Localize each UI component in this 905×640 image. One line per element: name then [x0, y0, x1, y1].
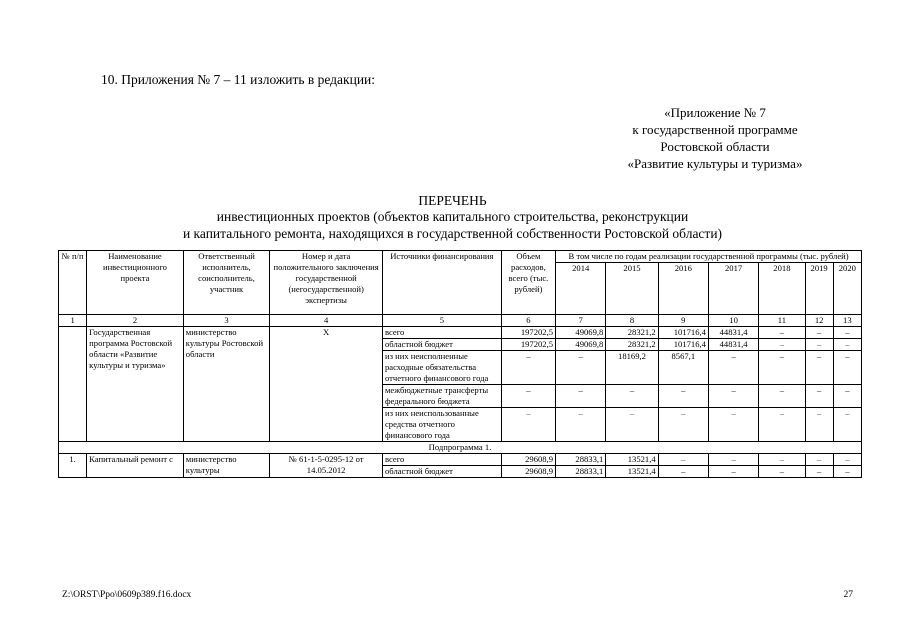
cell-value: –	[658, 466, 708, 478]
doc-title: ПЕРЕЧЕНЬ	[418, 193, 487, 208]
table-row	[59, 327, 862, 339]
cell-value: –	[833, 408, 861, 442]
subprogram-row	[59, 442, 862, 454]
cell-value: 29608,9	[501, 466, 555, 478]
cell-src: всего	[382, 327, 501, 339]
cell-value: –	[501, 408, 555, 442]
cell-value: 197202,5	[501, 327, 555, 339]
cell-value: –	[708, 454, 758, 466]
header-year: 2014	[556, 263, 606, 315]
cell-src: всего	[382, 454, 501, 466]
cell-value: 28833,1	[556, 454, 606, 466]
cell-doc: № 61-1-5-0295-12 от 14.05.2012	[270, 454, 383, 478]
cell-value: 13521,4	[606, 466, 658, 478]
cell-value: –	[833, 466, 861, 478]
appendix-line: Ростовской области	[660, 139, 770, 154]
cell-name: Капитальный ремонт с	[87, 454, 184, 478]
cell-value: 28833,1	[556, 466, 606, 478]
cell-value: –	[708, 351, 758, 385]
column-number: 2	[87, 315, 184, 327]
cell-value: –	[833, 454, 861, 466]
column-number: 4	[270, 315, 383, 327]
cell-name: Государственная программа Ростовской области «Развитие культуры и туризма»	[87, 327, 184, 442]
cell-value: –	[833, 339, 861, 351]
column-number: 3	[183, 315, 270, 327]
cell-value: –	[805, 339, 833, 351]
cell-value: 18169,2	[606, 351, 658, 385]
cell-value: –	[833, 351, 861, 385]
cell-value: 29608,9	[501, 454, 555, 466]
investment-projects-table	[58, 250, 862, 478]
cell-value: –	[606, 408, 658, 442]
cell-value: –	[805, 466, 833, 478]
cell-value: –	[658, 408, 708, 442]
header-year: 2020	[833, 263, 861, 315]
cell-value: –	[805, 327, 833, 339]
cell-value: 8567,1	[658, 351, 708, 385]
column-number: 8	[606, 315, 658, 327]
column-number: 12	[805, 315, 833, 327]
cell-value: –	[658, 454, 708, 466]
cell-value: 44831,4	[708, 327, 758, 339]
cell-value: –	[658, 385, 708, 408]
footer-file-path: Z:\ORST\Ppo\0609p389.f16.docx	[62, 590, 192, 600]
cell-value: 101716,4	[658, 339, 708, 351]
header-row	[59, 251, 862, 263]
header-num: № п/п	[59, 251, 87, 315]
cell-value: –	[708, 466, 758, 478]
cell-value: –	[805, 385, 833, 408]
header-resp: Ответственный исполнитель, соисполнитель, участник	[183, 251, 270, 315]
cell-resp: министерство культуры Ростовской области	[183, 327, 270, 442]
cell-value: –	[556, 408, 606, 442]
footer-page-number: 27	[843, 590, 853, 600]
cell-value: 49069,8	[556, 339, 606, 351]
cell-value: –	[759, 351, 805, 385]
cell-num	[59, 327, 87, 442]
cell-value: –	[759, 339, 805, 351]
cell-value: 28321,2	[606, 327, 658, 339]
header-year: 2019	[805, 263, 833, 315]
column-number: 7	[556, 315, 606, 327]
cell-src: из них неиспользованные средства отчетного финансового года	[382, 408, 501, 442]
cell-value: –	[759, 466, 805, 478]
cell-value: –	[556, 385, 606, 408]
header-src: Источники финансирования	[382, 251, 501, 315]
intro-text: 10. Приложения № 7 – 11 изложить в редакции:	[101, 72, 376, 87]
cell-value: –	[759, 327, 805, 339]
column-number: 10	[708, 315, 758, 327]
cell-resp: министерство культуры	[183, 454, 270, 478]
cell-value: 197202,5	[501, 339, 555, 351]
doc-subtitle: инвестиционных проектов (объектов капитального строительства, реконструкции	[216, 209, 689, 224]
cell-num: 1.	[59, 454, 87, 478]
cell-value: 28321,2	[606, 339, 658, 351]
cell-value: –	[556, 351, 606, 385]
header-year: 2015	[606, 263, 658, 315]
cell-doc: Х	[270, 327, 383, 442]
cell-src: областной бюджет	[382, 466, 501, 478]
cell-value: –	[501, 351, 555, 385]
header-year: 2018	[759, 263, 805, 315]
cell-value: –	[759, 385, 805, 408]
header-year: 2016	[658, 263, 708, 315]
cell-value: –	[759, 408, 805, 442]
cell-value: –	[708, 408, 758, 442]
header-name: Наименование инвестиционного проекта	[87, 251, 184, 315]
appendix-line: «Развитие культуры и туризма»	[627, 156, 803, 171]
cell-value: –	[759, 454, 805, 466]
header-doc: Номер и дата положительного заключения государственной (негосударственной) экспертизы	[270, 251, 383, 315]
cell-value: –	[805, 408, 833, 442]
column-number: 13	[833, 315, 861, 327]
cell-value: 13521,4	[606, 454, 658, 466]
cell-value: 44831,4	[708, 339, 758, 351]
cell-value: –	[805, 351, 833, 385]
cell-value: –	[501, 385, 555, 408]
cell-value: –	[805, 454, 833, 466]
cell-value: –	[833, 327, 861, 339]
cell-value: 49069,8	[556, 327, 606, 339]
cell-src: областной бюджет	[382, 339, 501, 351]
column-number: 1	[59, 315, 87, 327]
header-year: 2017	[708, 263, 758, 315]
subprogram-title: Подпрограмма 1.	[59, 442, 862, 454]
cell-src: межбюджетные трансферты федерального бюджета	[382, 385, 501, 408]
table-row	[59, 454, 862, 466]
column-number: 9	[658, 315, 708, 327]
header-years-group: В том числе по годам реализации государственной программы (тыс. рублей)	[556, 251, 862, 263]
column-number: 5	[382, 315, 501, 327]
header-total: Объем расходов, всего (тыс. рублей)	[501, 251, 555, 315]
cell-value: 101716,4	[658, 327, 708, 339]
doc-subtitle: и капитального ремонта, находящихся в государственной собственности Ростовской области)	[182, 226, 723, 241]
column-number-row	[59, 315, 862, 327]
cell-value: –	[606, 385, 658, 408]
appendix-header	[585, 104, 845, 172]
column-number: 11	[759, 315, 805, 327]
column-number: 6	[501, 315, 555, 327]
appendix-line: «Приложение № 7	[664, 105, 766, 120]
cell-value: –	[708, 385, 758, 408]
cell-src: из них неисполненные расходные обязательства отчетного финансового года	[382, 351, 501, 385]
cell-value: –	[833, 385, 861, 408]
appendix-line: к государственной программе	[632, 122, 798, 137]
